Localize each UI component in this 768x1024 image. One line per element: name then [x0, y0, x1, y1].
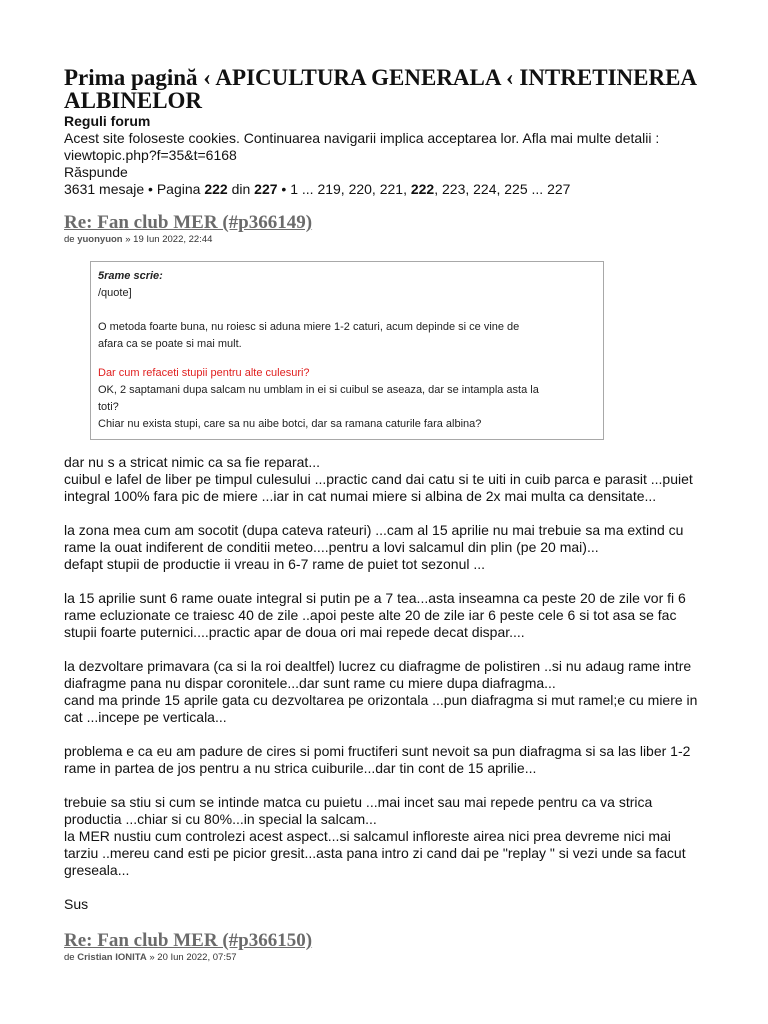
post-text: integral 100% fara pic de miere ...iar in cat numai miere si albina de 2x mai multa ca densitate... [64, 488, 657, 504]
post-text: la 15 aprilie sunt 6 rame ouate integral si putin pe a 7 tea...asta inseamna ca peste 20 de zile vor fi 6 [64, 590, 686, 606]
post-text: la dezvoltare primavara (ca si la roi dealtfel) lucrez cu diafragme de polistiren ..si nu adaug rame intre [64, 658, 692, 674]
breadcrumb [64, 66, 704, 112]
quote-text: Chiar nu exista stupi, care sa nu aibe botci, dar sa ramana caturile fara albina? [98, 418, 482, 430]
page-content [64, 66, 704, 964]
post-text: tarziu ..mereu cand esti pe picior gresit...asta pana intro zi cand dai pe "replay " si vezi unde sa facut [64, 845, 686, 861]
post-text: la MER nustiu cum controlezi acest aspect...si salcamul infloreste airea nici prea devreme nici mai [64, 828, 671, 844]
post-text: rame in partea de jos pentru a nu strica cuiburile...dar tin cont de 15 aprilie... [64, 760, 537, 776]
post-byline [64, 234, 704, 246]
post-body [64, 454, 704, 913]
post-by: de [64, 234, 78, 245]
breadcrumb-line-2[interactable]: ALBINELOR [64, 88, 203, 113]
total-pages: 227 [254, 181, 278, 197]
quote-text: /quote] [98, 287, 132, 299]
quote-block [90, 261, 604, 440]
post-by: de [64, 952, 78, 963]
page-links-after[interactable]: , 223, 224, 225 ... 227 [434, 181, 571, 197]
post-text: dar nu s a stricat nimic ca sa fie reparat... [64, 454, 320, 470]
post-text: productia ...chiar si cu 80%...in special la salcam... [64, 811, 377, 827]
post-author[interactable]: yuonyuon [77, 234, 123, 245]
cookie-notice-line-1: Acest site foloseste cookies. Continuarea navigarii implica acceptarea lor. Afla mai multe detalii : [64, 130, 660, 146]
post-text: diafragme pana nu dispar coronitele...dar sunt rame cu miere dupa diafragma... [64, 675, 556, 691]
page-links-before[interactable]: 1 ... 219, 220, 221, [290, 181, 411, 197]
quote-text: afara ca se poate si mai mult. [98, 338, 242, 350]
reply-button[interactable]: Răspunde [64, 164, 128, 180]
post-text: problema e ca eu am padure de cires si pomi fructiferi sunt nevoit sa pun diafragma si sa las liber 1-2 [64, 743, 691, 759]
pagination-sep: • [277, 181, 291, 197]
post-author[interactable]: Cristian IONITA [77, 952, 147, 963]
post [64, 212, 704, 913]
post-text: greseala... [64, 862, 130, 878]
quote-author: 5rame scrie: [98, 270, 163, 282]
post-text: trebuie sa stiu si cum se intinde matca cu puietu ...mai incet sau mai repede pentru ca va strica [64, 794, 653, 810]
message-count: 3631 mesaje • Pagina [64, 181, 205, 197]
post-title[interactable]: Re: Fan club MER (#p366150) [64, 930, 313, 951]
post-byline [64, 952, 704, 964]
quote-text: toti? [98, 401, 119, 413]
post [64, 930, 704, 964]
quote-text: OK, 2 saptamani dupa salcam nu umblam in ei si cuibul se aseaza, dar se intampla asta la [98, 384, 539, 396]
post-text: defapt stupii de productie ii vreau in 6-7 rame de puiet tot sezonul ... [64, 556, 486, 572]
pagination [64, 181, 704, 198]
quote-highlight: Dar cum refaceti stupii pentru alte culesuri? [98, 367, 310, 379]
post-text: cat ...incepe pe verticala... [64, 709, 227, 725]
post-text: stupii foarte puternici....practic apar de doua ori mai repede decat dispar.... [64, 624, 525, 640]
breadcrumb-line-1[interactable]: Prima pagină ‹ APICULTURA GENERALA ‹ INTRETINEREA [64, 65, 698, 90]
current-page: 222 [204, 181, 228, 197]
post-text: rame la ouat indiferent de conditii meteo....pentru a lovi salcamul din plin (pe 20 mai)... [64, 539, 599, 555]
post-date: » 19 Iun 2022, 22:44 [122, 234, 213, 245]
back-to-top-link[interactable]: Sus [64, 896, 89, 912]
post-text: la zona mea cum am socotit (dupa cateva rateuri) ...cam al 15 aprilie nu mai trebuie sa ma extind cu [64, 522, 684, 538]
post-text: cand ma prinde 15 aprile gata cu dezvoltarea pe orizontala ...pun diafragma si mut ramel;e cu miere in [64, 692, 698, 708]
post-date: » 20 Iun 2022, 07:57 [146, 952, 237, 963]
post-title[interactable]: Re: Fan club MER (#p366149) [64, 212, 313, 233]
cookie-notice-link[interactable]: viewtopic.php?f=35&t=6168 [64, 147, 237, 163]
pagination-of: din [227, 181, 255, 197]
page-link-current: 222 [410, 181, 435, 197]
post-text: cuibul e lafel de liber pe timpul culesului ...practic cand dai catu si te uiti in cuib parca e parasit ...puiet [64, 471, 693, 487]
quote-text: O metoda foarte buna, nu roiesc si aduna miere 1-2 caturi, acum depinde si ce vine de [98, 321, 520, 333]
forum-rules-link[interactable]: Reguli forum [64, 113, 151, 129]
post-text: rame ecluzionate ce traiesc 40 de zile ..apoi peste alte 20 de zile iar 6 peste cele 6 si tot asa se fac [64, 607, 677, 623]
